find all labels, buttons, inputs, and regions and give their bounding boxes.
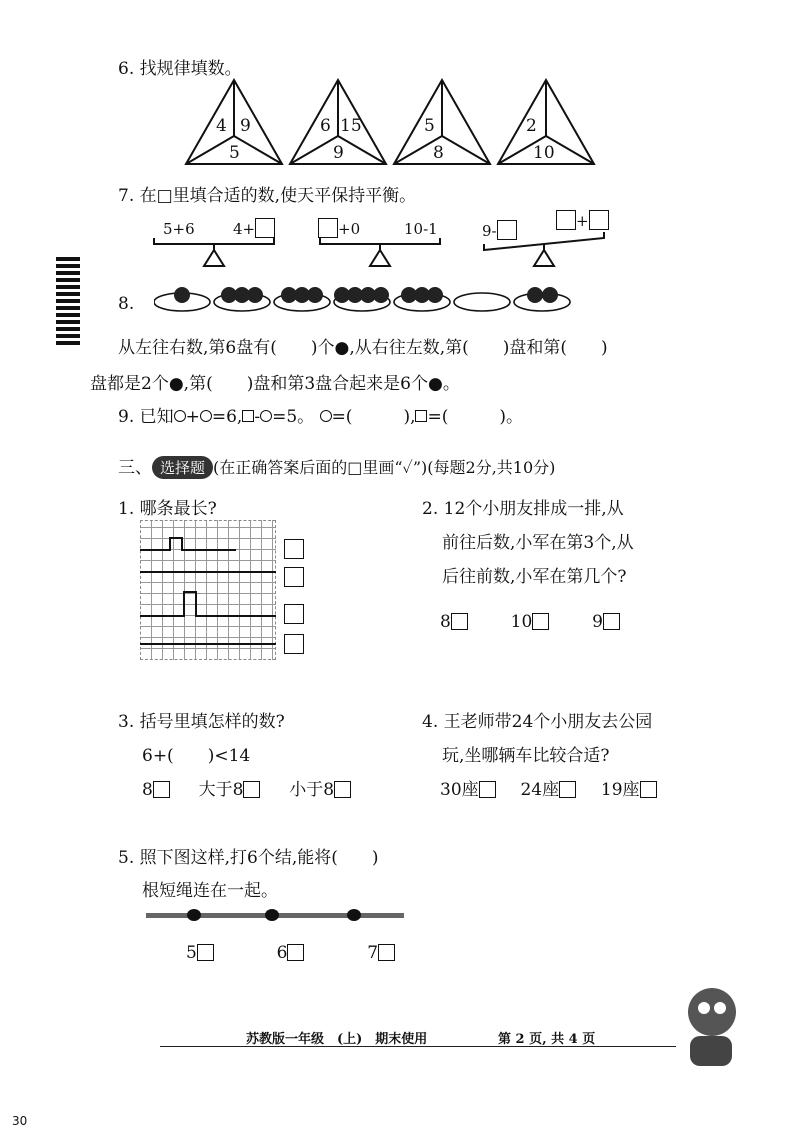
page-number: 30 (12, 1114, 28, 1128)
answer-box[interactable] (153, 781, 170, 798)
scale3-right: + (556, 210, 609, 230)
tri3-bottom: 8 (433, 143, 444, 163)
answer-box[interactable] (556, 210, 576, 230)
answer-box[interactable] (497, 220, 517, 240)
c3-expr: 6+( )<14 (142, 746, 251, 766)
answer-box[interactable] (284, 539, 304, 559)
tri1-left: 4 (216, 116, 227, 136)
c5-line2: 根短绳连在一起。 (142, 881, 278, 901)
answer-box[interactable] (243, 781, 260, 798)
footer-left: 苏教版一年级 (上) 期末使用 (246, 1032, 428, 1047)
scale3-left: 9- (482, 220, 517, 240)
c4-line2: 玩,坐哪辆车比较合适? (442, 746, 610, 766)
circle-icon (260, 410, 272, 422)
q6-title: 6. 找规律填数。 (118, 59, 242, 79)
tri2-right: 15 (340, 116, 362, 136)
answer-box[interactable] (603, 613, 620, 630)
q8-num: 8. (118, 294, 135, 314)
section3-header: 三、 选择题 (在正确答案后面的□里画“✓”)(每题2分,共10分) (118, 458, 556, 478)
c2-line3: 后往前数,小军在第几个? (442, 567, 627, 587)
c4-options: 30座 24座 19座 (440, 775, 657, 800)
scale2-right: 10-1 (404, 220, 438, 238)
answer-box[interactable] (318, 218, 338, 238)
square-icon (242, 410, 254, 422)
tri2-bottom: 9 (333, 143, 344, 163)
answer-box[interactable] (378, 944, 395, 961)
footer-divider (160, 1046, 676, 1047)
c3-title: 3. 括号里填怎样的数? (118, 712, 285, 732)
q7-balances (148, 222, 618, 272)
square-icon (415, 410, 427, 422)
c2-line2: 前往后数,小军在第3个,从 (442, 533, 634, 553)
c4-line1: 4. 王老师带24个小朋友去公园 (422, 712, 653, 732)
scale1-left: 5+6 (163, 220, 195, 238)
tri4-left: 2 (526, 116, 537, 136)
q8-plates (154, 282, 574, 316)
qr-strip (56, 255, 80, 345)
grid-lines (140, 520, 276, 660)
tri4-bottom: 10 (533, 143, 555, 163)
answer-box[interactable] (255, 218, 275, 238)
answer-box[interactable] (640, 781, 657, 798)
q9: 9. 已知 + =6, - =5。 =( ), =( )。 (118, 407, 523, 427)
tri1-right: 9 (240, 116, 251, 136)
section-badge: 选择题 (152, 456, 213, 479)
tri2-left: 6 (320, 116, 331, 136)
c3-options: 8 大于8 小于8 (142, 775, 351, 800)
answer-box[interactable] (284, 634, 304, 654)
c2-options: 8 10 9 (440, 612, 620, 632)
answer-box[interactable] (559, 781, 576, 798)
tri1-bottom: 5 (229, 143, 240, 163)
answer-box[interactable] (479, 781, 496, 798)
answer-box[interactable] (334, 781, 351, 798)
answer-box[interactable] (284, 604, 304, 624)
answer-box[interactable] (197, 944, 214, 961)
footer-right: 第 2 页, 共 4 页 (498, 1032, 596, 1047)
c1-title: 1. 哪条最长? (118, 499, 217, 519)
circle-icon (200, 410, 212, 422)
answer-box[interactable] (451, 613, 468, 630)
c5-line1: 5. 照下图这样,打6个结,能将( ) (118, 848, 379, 868)
answer-box[interactable] (532, 613, 549, 630)
circle-icon (174, 410, 186, 422)
q8-line2: 盘都是2个●,第( )盘和第3盘合起来是6个●。 (90, 374, 460, 394)
circle-icon (320, 410, 332, 422)
scale2-left: +0 (318, 218, 360, 238)
q7-title: 7. 在□里填合适的数,使天平保持平衡。 (118, 186, 417, 206)
scale1-right: 4+ (233, 218, 275, 238)
answer-box[interactable] (287, 944, 304, 961)
mascot-image (670, 980, 740, 1070)
answer-box[interactable] (284, 567, 304, 587)
c2-line1: 2. 12个小朋友排成一排,从 (422, 499, 624, 519)
rope-figure (146, 904, 408, 928)
q8-line1: 从左往右数,第6盘有( )个●,从右往左数,第( )盘和第( ) (118, 338, 608, 358)
tri3-left: 5 (424, 116, 435, 136)
answer-box[interactable] (589, 210, 609, 230)
c5-options: 5 6 7 (186, 943, 395, 963)
